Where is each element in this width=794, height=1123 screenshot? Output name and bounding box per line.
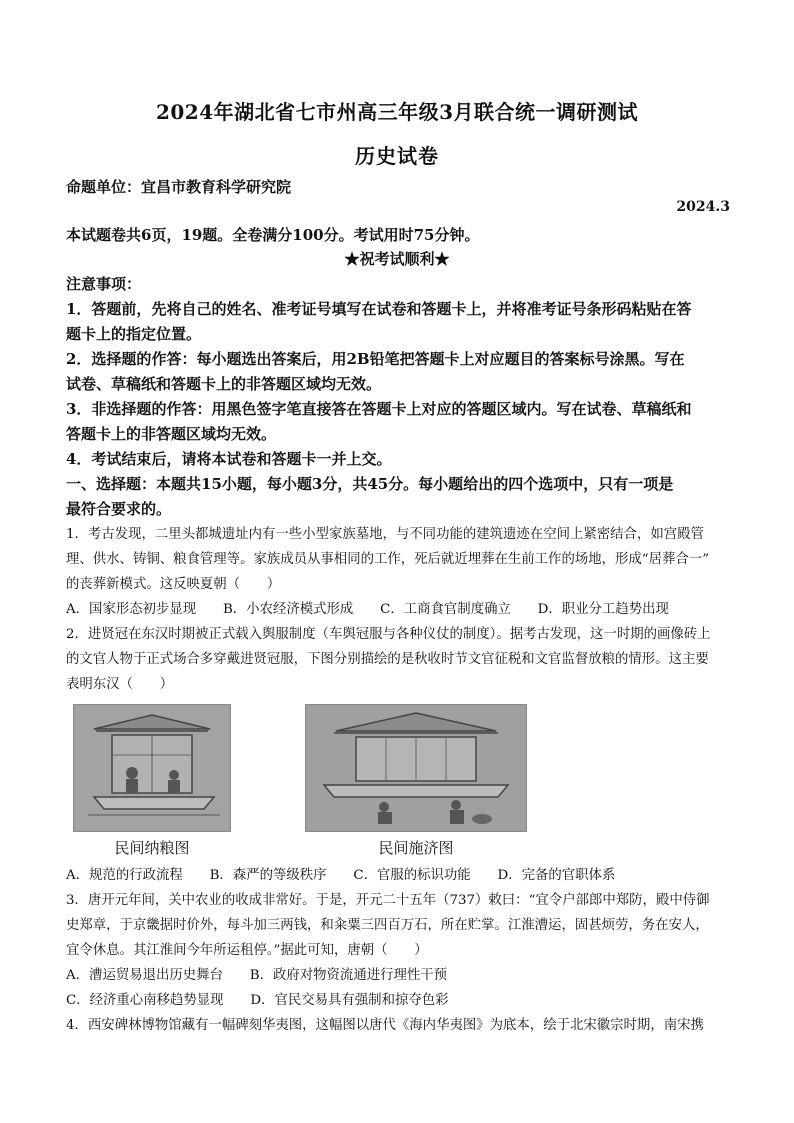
note-line: 3．非选择题的作答：用黑色签字笔直接答在答题卡上对应的答题区域内。写在试卷、草稿纸和 bbox=[66, 400, 692, 418]
figure-relief-aid bbox=[305, 704, 527, 858]
question-2-text: 2．进贤冠在东汉时期被正式载入舆服制度（车舆冠服与各种仪仗的制度）。据考古发现，这一时期的画像砖上 bbox=[66, 627, 711, 642]
exam-date: 2024.3 bbox=[676, 199, 730, 215]
question-2-options: A．规范的行政流程 B．森严的等级秩序 C．官服的标识功能 D．完备的官职体系 bbox=[66, 868, 616, 883]
blessing-line: ★祝考试顺利★ bbox=[344, 250, 450, 268]
section-heading: 最符合要求的。 bbox=[66, 500, 172, 518]
figure-caption: 民间施济图 bbox=[378, 839, 454, 857]
question-1-options: A．国家形态初步显现 B．小农经济模式形成 C．工商食官制度确立 D．职业分工趋势出现 bbox=[66, 602, 669, 617]
question-1-text: 1．考古发现，二里头都城遗址内有一些小型家族墓地，与不同功能的建筑遗迹在空间上紧密结合，如宫殿管 bbox=[66, 527, 704, 542]
question-3-options: C．经济重心南移趋势显现 D．官民交易具有强制和掠夺色彩 bbox=[66, 993, 449, 1008]
author-line: 命题单位：宜昌市教育科学研究院 bbox=[66, 178, 292, 196]
question-1-text: 的丧葬新模式。这反映夏朝（ ） bbox=[66, 577, 281, 592]
note-line: 试卷、草稿纸和答题卡上的非答题区域均无效。 bbox=[66, 375, 382, 393]
exam-summary: 本试题卷共6页，19题。全卷满分100分。考试用时75分钟。 bbox=[66, 226, 480, 244]
exam-subtitle: 历史试卷 bbox=[355, 144, 439, 168]
notes-heading: 注意事项： bbox=[66, 275, 142, 293]
brick-relief-image bbox=[305, 704, 527, 832]
note-line: 2．选择题的作答：每小题选出答案后，用2B铅笔把答题卡上对应题目的答案标号涂黑。写在 bbox=[66, 350, 685, 368]
question-3-text: 史郑章，于京畿据时价外，每斗加三两钱，和籴粟三四百万石，所在贮掌。江淮漕运，固甚烦劳，务在安人， bbox=[66, 918, 709, 933]
question-2-text: 的文官人物于正式场合多穿戴进贤冠服，下图分别描绘的是秋收时节文官征税和文官监督放粮的情形。这主要 bbox=[66, 652, 709, 667]
section-heading: 一、选择题：本题共15小题，每小题3分，共45分。每小题给出的四个选项中，只有一项是 bbox=[66, 475, 674, 493]
question-2-text: 表明东汉（ ） bbox=[66, 677, 174, 692]
figure-caption: 民间纳粮图 bbox=[114, 839, 190, 857]
exam-title: 2024年湖北省七市州高三年级3月联合统一调研测试 bbox=[155, 100, 639, 124]
question-1-text: 理、供水、铸铜、粮食管理等。家族成员从事相同的工作，死后就近埋葬在生前工作的场地，形成“居葬合一” bbox=[66, 552, 710, 567]
note-line: 答题卡上的非答题区域均无效。 bbox=[66, 425, 277, 443]
question-3-text: 宜令休息。其江淮间今年所运租停。”据此可知，唐朝（ ） bbox=[66, 943, 428, 958]
note-line: 4．考试结束后，请将本试卷和答题卡一并上交。 bbox=[66, 450, 392, 468]
figure-grain-tax bbox=[73, 704, 231, 858]
note-line: 题卡上的指定位置。 bbox=[66, 325, 202, 343]
question-3-options: A．漕运贸易退出历史舞台 B．政府对物资流通进行理性干预 bbox=[66, 968, 448, 983]
note-line: 1．答题前，先将自己的姓名、准考证号填写在试卷和答题卡上，并将准考证号条形码粘贴在答 bbox=[66, 300, 692, 318]
brick-relief-image bbox=[73, 704, 231, 832]
question-3-text: 3．唐开元年间，关中农业的收成非常好。于是，开元二十五年（737）敕曰：“宜令户部郎中郑防，殿中侍御 bbox=[66, 893, 710, 908]
question-4-text: 4．西安碑林博物馆藏有一幅碑刻华夷图，这幅图以唐代《海内华夷图》为底本，绘于北宋徽宗时期，南宋携 bbox=[66, 1018, 704, 1033]
